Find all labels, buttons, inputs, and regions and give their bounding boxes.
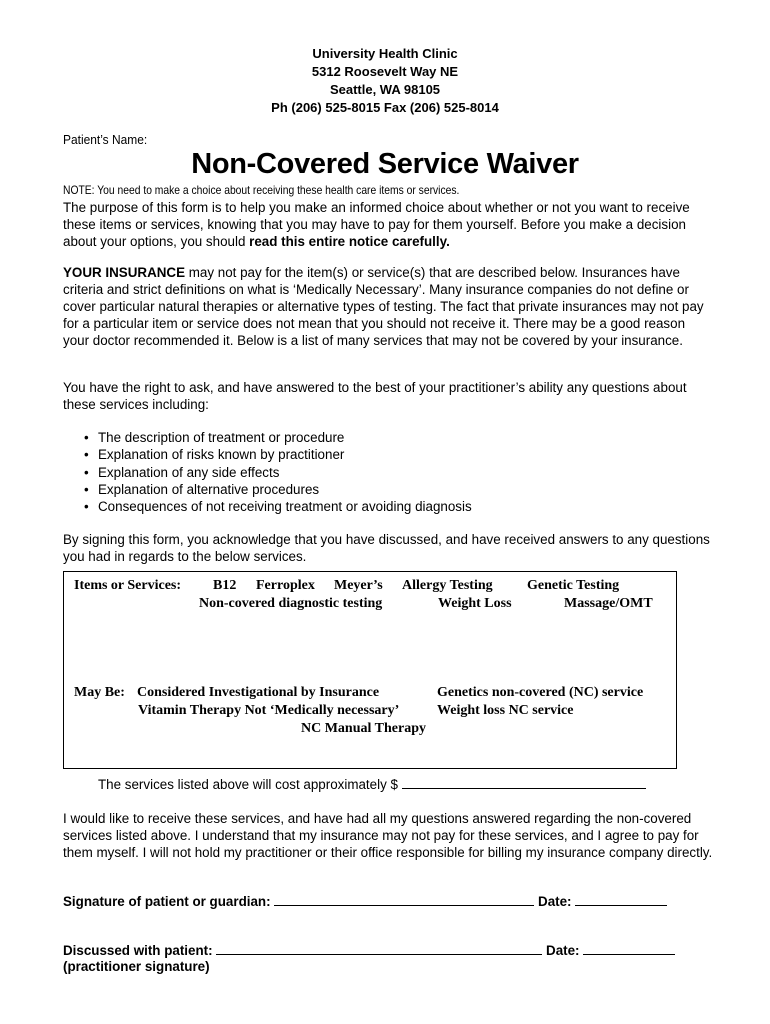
clinic-phone-fax: Ph (206) 525-8015 Fax (206) 525-8014 [271, 100, 499, 115]
insurance-bold-text: YOUR INSURANCE [63, 265, 186, 280]
cost-input[interactable] [402, 776, 646, 789]
consent-paragraph: I would like to receive these services, and have had all my questions answered regarding the non-covered services listed above. I understand that my insurance may not pay for these services, and I agree to pay for them myself. I will not hold my practitioner or their office responsible for billing my insurance company directly. [63, 811, 713, 860]
reason-item: Considered Investigational by Insurance [137, 685, 380, 700]
clinic-city: Seattle, WA 98105 [329, 82, 441, 97]
list-item: • Consequences of not receiving treatment or avoiding diagnosis [84, 498, 472, 515]
date-label: Date: [538, 894, 572, 909]
purpose-bold-text: read this entire notice carefully. [249, 234, 450, 249]
list-item: • Explanation of any side effects [84, 464, 472, 481]
service-item: Non-covered diagnostic testing [199, 596, 383, 611]
list-item: • The description of treatment or procedure [84, 429, 472, 446]
page-title: Non-Covered Service Waiver [191, 148, 579, 180]
patient-signature-label: Signature of patient or guardian: [63, 894, 271, 909]
list-item: • Explanation of risks known by practitioner [84, 446, 472, 463]
reason-item: Vitamin Therapy Not ‘Medically necessary’ [138, 703, 400, 718]
date-label: Date: [546, 943, 580, 958]
service-item: Massage/OMT [564, 596, 653, 611]
acknowledge-paragraph: By signing this form, you acknowledge that you have discussed, and have received answers to any questions you had in regards to the below services. [63, 532, 710, 564]
may-be-label: May Be: [74, 685, 125, 700]
service-item: B12 [213, 578, 237, 593]
patient-signature-line [63, 893, 667, 909]
note-text: NOTE: You need to make a choice about receiving these health care items or services. [63, 183, 460, 197]
practitioner-date-field[interactable] [583, 942, 675, 955]
service-item: Genetic Testing [527, 578, 620, 593]
insurance-paragraph [63, 264, 713, 349]
patient-date-field[interactable] [575, 893, 667, 906]
cost-label: The services listed above will cost approximately $ [98, 777, 398, 792]
clinic-street: 5312 Roosevelt Way NE [311, 64, 459, 79]
services-box [63, 571, 677, 769]
clinic-name: University Health Clinic [312, 46, 458, 61]
insurance-text: may not pay for the item(s) or service(s) that are described below. Insurances have criteria and strict definitions on what is ‘Medically Necessary’. Many insurance companies do not define or cover particular natural therapies or alternative types of testing. The fact that private insurances may not pay for a particular item or service does not mean that you should not receive it. There may be a good reason your doctor recommended it. Below is a list of many services that may not be covered by your insurance. [63, 265, 704, 348]
purpose-text: The purpose of this form is to help you make an informed choice about whether or not you want to receive these items or services, knowing that you may have to pay for them yourself. Before you make a decision about your options, you should [63, 200, 690, 249]
cost-line [98, 776, 646, 792]
service-item: Ferroplex [256, 578, 315, 593]
service-item: Weight Loss [438, 596, 512, 611]
patient-signature-field[interactable] [274, 893, 534, 906]
reason-item: Genetics non-covered (NC) service [437, 685, 644, 700]
service-item: Meyer’s [334, 578, 383, 593]
reason-item: NC Manual Therapy [301, 721, 426, 736]
reason-item: Weight loss NC service [437, 703, 574, 718]
service-item: Allergy Testing [402, 578, 493, 593]
patient-name-label: Patient’s Name: [63, 132, 148, 147]
clinic-header [0, 45, 770, 117]
list-item: • Explanation of alternative procedures [84, 481, 472, 498]
purpose-paragraph [63, 199, 713, 250]
rights-paragraph: You have the right to ask, and have answered to the best of your practitioner’s ability any questions about these services including: [63, 380, 687, 412]
rights-list [84, 429, 472, 515]
practitioner-signature-line [63, 942, 675, 958]
discussed-label: Discussed with patient: [63, 943, 213, 958]
practitioner-signature-caption: (practitioner signature) [63, 959, 210, 974]
items-label: Items or Services: [74, 578, 182, 593]
practitioner-signature-field[interactable] [216, 942, 542, 955]
